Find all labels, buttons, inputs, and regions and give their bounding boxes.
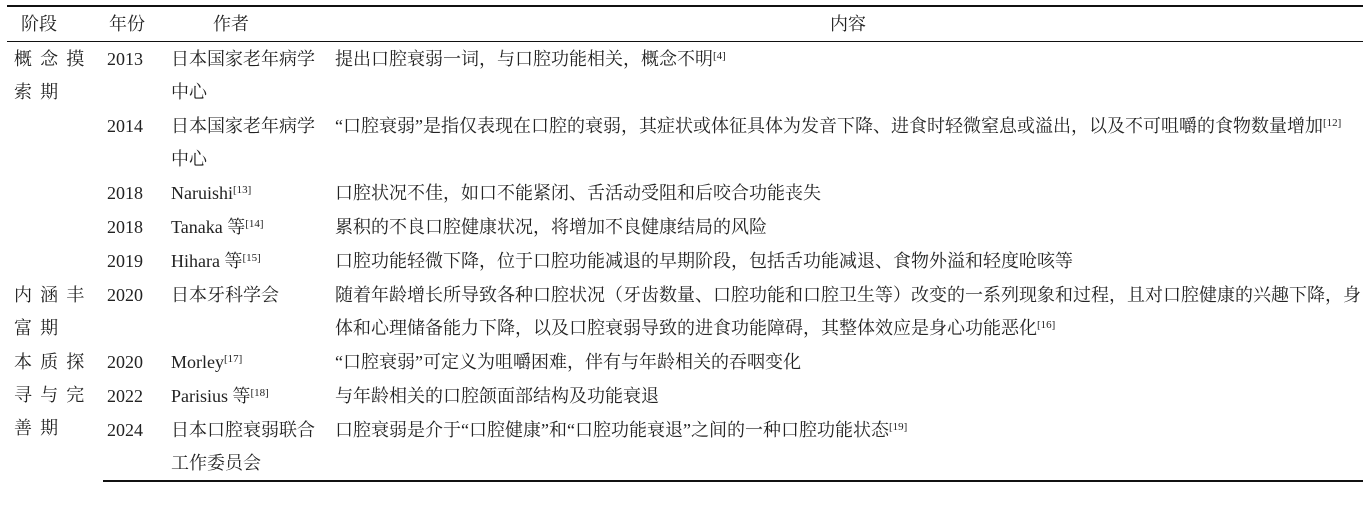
author-text: 日本牙科学会 (171, 285, 279, 305)
content-cell (333, 210, 1363, 244)
content-text: 累积的不良口腔健康状况，将增加不良健康结局的风险 (335, 217, 767, 237)
content-cell (333, 109, 1363, 176)
author-text: Hihara 等 (171, 251, 243, 271)
author-cell (165, 278, 333, 345)
author-cell (165, 244, 333, 278)
content-cell (333, 176, 1363, 210)
author-text: Parisius 等 (171, 386, 251, 406)
author-citation: [15] (242, 252, 261, 264)
table-row (7, 176, 1363, 210)
table-row (7, 278, 1363, 345)
stage-cell: 概念摸索期 (14, 49, 93, 102)
author-cell (165, 109, 333, 176)
content-text: 提出口腔衰弱一词，与口腔功能相关，概念不明 (335, 49, 713, 69)
oral-frailty-concept-table (7, 5, 1363, 482)
content-cell (333, 278, 1363, 345)
stage-cell (7, 244, 103, 278)
author-cell (165, 176, 333, 210)
content-citation: [19] (888, 421, 908, 433)
content-text: “口腔衰弱”可定义为咀嚼困难，伴有与年龄相关的吞咽变化 (335, 352, 801, 372)
author-cell (165, 379, 333, 413)
year-cell: 2022 (107, 386, 143, 406)
content-text: 随着年龄增长所导致各种口腔状况（牙齿数量、口腔功能和口腔卫生等）改变的一系列现象和过程，且对口腔健康的兴趣下降，身体和心理储备能力下降，以及口腔衰弱导致的进食功能障碍，其整体效应是身心功能恶化 (335, 285, 1361, 338)
table-row (7, 210, 1363, 244)
author-text: Morley (171, 352, 224, 372)
author-text: Naruishi (171, 183, 233, 203)
content-cell (333, 379, 1363, 413)
content-citation: [4] (713, 50, 726, 62)
table-row (7, 345, 1363, 379)
table-header-row (7, 6, 1363, 42)
content-text: 口腔衰弱是介于“口腔健康”和“口腔功能衰退”之间的一种口腔功能状态 (335, 420, 889, 440)
content-text: 口腔状况不佳，如口不能紧闭、舌活动受阻和后咬合功能丧失 (335, 183, 821, 203)
content-cell (333, 42, 1363, 110)
year-cell: 2014 (107, 116, 143, 136)
year-cell: 2018 (107, 183, 143, 203)
table-row (7, 413, 1363, 481)
year-cell: 2020 (107, 285, 143, 305)
stage-cell (7, 176, 103, 210)
stage-cell (7, 210, 103, 244)
content-text: 与年龄相关的口腔颌面部结构及功能衰退 (335, 386, 659, 406)
year-cell: 2019 (107, 251, 143, 271)
content-text: “口腔衰弱”是指仅表现在口腔的衰弱，其症状或体征具体为发音下降、进食时轻微窒息或溢出，以及不可咀嚼的食物数量增加 (335, 116, 1323, 136)
content-text: 口腔功能轻微下降，位于口腔功能减退的早期阶段，包括舌功能减退、食物外溢和轻度呛咳等 (335, 251, 1073, 271)
content-cell (333, 345, 1363, 379)
header-year: 年份 (103, 6, 165, 42)
table-row (7, 379, 1363, 413)
author-cell (165, 345, 333, 379)
author-cell (165, 413, 333, 481)
stage-cell: 本质探寻与完善期 (14, 352, 93, 438)
author-text: Tanaka 等 (171, 217, 246, 237)
author-citation: [14] (245, 218, 264, 230)
content-cell (333, 244, 1363, 278)
table-row (7, 109, 1363, 176)
header-author: 作者 (165, 6, 333, 42)
year-cell: 2024 (103, 413, 165, 481)
author-text: 日本国家老年病学中心 (171, 49, 315, 102)
author-cell (165, 42, 333, 110)
year-cell: 2020 (107, 352, 143, 372)
content-cell (333, 413, 1363, 481)
content-citation: [16] (1037, 319, 1056, 331)
stage-cell: 内涵丰富期 (14, 285, 93, 338)
header-stage: 阶段 (7, 6, 103, 42)
year-cell: 2013 (107, 49, 143, 69)
author-text: 日本口腔衰弱联合工作委员会 (171, 420, 315, 473)
author-citation: [18] (250, 387, 269, 399)
table-row (7, 42, 1363, 110)
content-citation: [12] (1322, 117, 1342, 129)
author-citation: [17] (224, 353, 243, 365)
header-content: 内容 (333, 6, 1363, 42)
author-cell (165, 210, 333, 244)
author-text: 日本国家老年病学中心 (171, 116, 315, 169)
author-citation: [13] (233, 184, 252, 196)
year-cell: 2018 (107, 217, 143, 237)
table-row (7, 244, 1363, 278)
